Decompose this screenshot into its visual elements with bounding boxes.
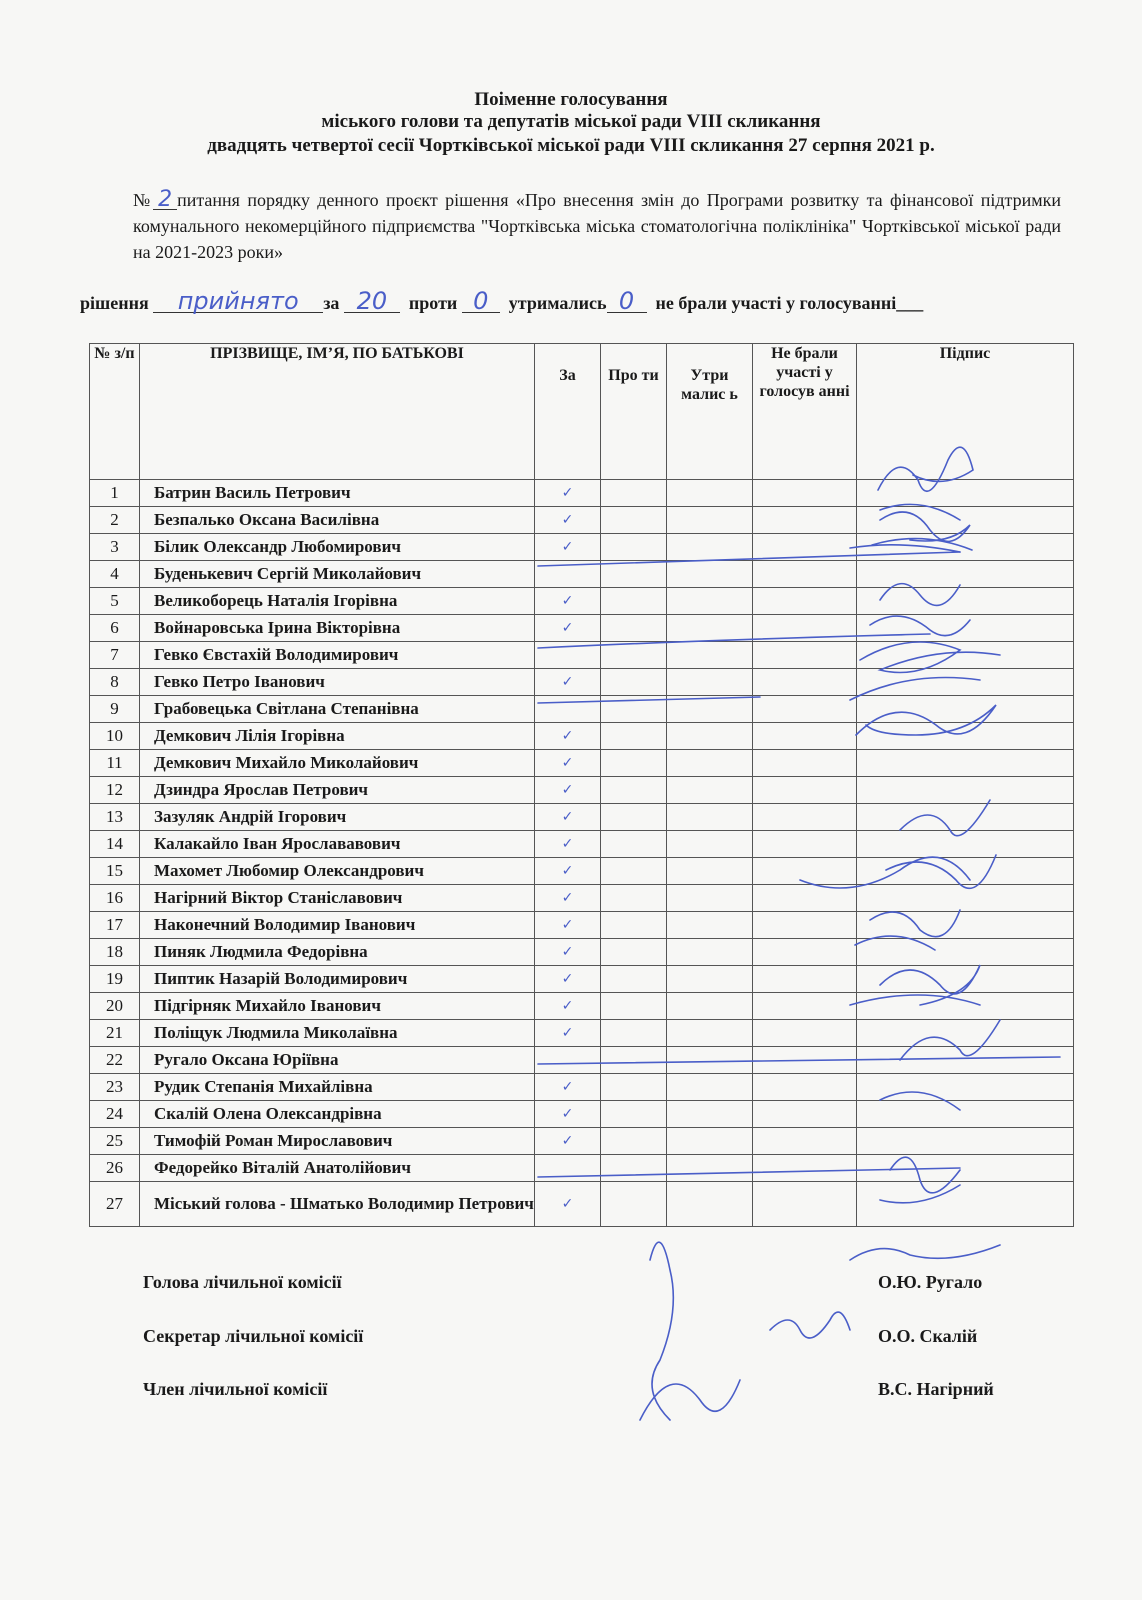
signature-cell bbox=[857, 912, 1074, 939]
vote-absent-cell bbox=[753, 1101, 857, 1128]
table-row bbox=[90, 1128, 1074, 1155]
member-name: В.С. Нагірний bbox=[878, 1379, 994, 1399]
row-number: 6 bbox=[90, 615, 140, 642]
table-row bbox=[90, 858, 1074, 885]
deputy-name: Поліщук Людмила Миколаївна bbox=[140, 1020, 535, 1047]
deputy-name: Войнаровська Ірина Вікторівна bbox=[140, 615, 535, 642]
vote-abstain-cell bbox=[667, 1155, 753, 1182]
vote-abstain-cell bbox=[667, 561, 753, 588]
vote-absent-cell bbox=[753, 1182, 857, 1227]
table-row bbox=[90, 480, 1074, 507]
vote-for-mark: ✓ bbox=[535, 912, 601, 939]
row-number: 4 bbox=[90, 561, 140, 588]
row-number: 20 bbox=[90, 993, 140, 1020]
table-row bbox=[90, 1074, 1074, 1101]
col-header-for: За bbox=[535, 344, 601, 480]
row-number: 8 bbox=[90, 669, 140, 696]
vote-against-cell bbox=[601, 912, 667, 939]
deputy-name: Пиняк Людмила Федорівна bbox=[140, 939, 535, 966]
signature-cell bbox=[857, 858, 1074, 885]
vote-abstain-cell bbox=[667, 480, 753, 507]
row-number: 13 bbox=[90, 804, 140, 831]
deputy-name: Рудик Степанія Михайлівна bbox=[140, 1074, 535, 1101]
vote-for-mark bbox=[535, 561, 601, 588]
table-row bbox=[90, 831, 1074, 858]
vote-for-mark: ✓ bbox=[535, 858, 601, 885]
row-number: 10 bbox=[90, 723, 140, 750]
against-label: проти bbox=[408, 293, 458, 313]
table-row bbox=[90, 777, 1074, 804]
row-number: 27 bbox=[90, 1182, 140, 1227]
vote-absent-cell bbox=[753, 750, 857, 777]
vote-absent-cell bbox=[753, 480, 857, 507]
vote-against-cell bbox=[601, 1047, 667, 1074]
row-number: 15 bbox=[90, 858, 140, 885]
signature-cell bbox=[857, 1128, 1074, 1155]
row-number: 23 bbox=[90, 1074, 140, 1101]
vote-abstain-cell bbox=[667, 993, 753, 1020]
row-number: 14 bbox=[90, 831, 140, 858]
vote-for-mark: ✓ bbox=[535, 939, 601, 966]
row-number: 25 bbox=[90, 1128, 140, 1155]
secretary-name: О.О. Скалій bbox=[878, 1326, 978, 1346]
vote-abstain-cell bbox=[667, 912, 753, 939]
vote-abstain-cell bbox=[667, 642, 753, 669]
vote-absent-cell bbox=[753, 723, 857, 750]
vote-against-cell bbox=[601, 507, 667, 534]
vote-absent-cell bbox=[753, 1155, 857, 1182]
table-row bbox=[90, 1047, 1074, 1074]
vote-absent-cell bbox=[753, 588, 857, 615]
table-row bbox=[90, 1155, 1074, 1182]
vote-against-cell bbox=[601, 750, 667, 777]
signature-cell bbox=[857, 561, 1074, 588]
table-row bbox=[90, 588, 1074, 615]
vote-abstain-cell bbox=[667, 669, 753, 696]
vote-for-mark: ✓ bbox=[535, 507, 601, 534]
voting-table bbox=[89, 343, 1074, 1227]
table-row bbox=[90, 507, 1074, 534]
deputy-name: Наконечний Володимир Іванович bbox=[140, 912, 535, 939]
deputy-name: Грабовецька Світлана Степанівна bbox=[140, 696, 535, 723]
row-number: 26 bbox=[90, 1155, 140, 1182]
table-header-row bbox=[90, 344, 1074, 480]
deputy-name: Махомет Любомир Олександрович bbox=[140, 858, 535, 885]
table-row bbox=[90, 1182, 1074, 1227]
vote-abstain-cell bbox=[667, 588, 753, 615]
vote-against-cell bbox=[601, 534, 667, 561]
decision-value: прийнято bbox=[153, 290, 323, 313]
vote-against-cell bbox=[601, 858, 667, 885]
vote-for-mark: ✓ bbox=[535, 1074, 601, 1101]
vote-for-mark: ✓ bbox=[535, 993, 601, 1020]
deputy-name: Дзиндра Ярослав Петрович bbox=[140, 777, 535, 804]
deputy-name: Безпалько Оксана Василівна bbox=[140, 507, 535, 534]
vote-for-mark: ✓ bbox=[535, 777, 601, 804]
abstain-count: 0 bbox=[607, 290, 647, 313]
deputy-name: Нагірний Віктор Станіславович bbox=[140, 885, 535, 912]
vote-abstain-cell bbox=[667, 534, 753, 561]
vote-for-mark: ✓ bbox=[535, 1020, 601, 1047]
signature-cell bbox=[857, 777, 1074, 804]
for-label: за bbox=[323, 293, 340, 313]
table-row bbox=[90, 939, 1074, 966]
vote-abstain-cell bbox=[667, 1074, 753, 1101]
signature-cell bbox=[857, 993, 1074, 1020]
table-row bbox=[90, 696, 1074, 723]
vote-for-mark: ✓ bbox=[535, 669, 601, 696]
signature-cell bbox=[857, 939, 1074, 966]
vote-against-cell bbox=[601, 1128, 667, 1155]
footer-signature bbox=[770, 1312, 850, 1338]
vote-abstain-cell bbox=[667, 966, 753, 993]
vote-absent-cell bbox=[753, 507, 857, 534]
vote-against-cell bbox=[601, 561, 667, 588]
vote-absent-cell bbox=[753, 993, 857, 1020]
signature-cell bbox=[857, 669, 1074, 696]
col-header-against: Про ти bbox=[601, 344, 667, 480]
deputy-name: Міський голова - Шматько Володимир Петрович bbox=[140, 1182, 535, 1227]
vote-for-mark bbox=[535, 696, 601, 723]
signature-cell bbox=[857, 480, 1074, 507]
row-number: 22 bbox=[90, 1047, 140, 1074]
signature-cell bbox=[857, 966, 1074, 993]
signature-cell bbox=[857, 507, 1074, 534]
vote-abstain-cell bbox=[667, 939, 753, 966]
row-number: 11 bbox=[90, 750, 140, 777]
row-number: 2 bbox=[90, 507, 140, 534]
footer-signature bbox=[640, 1242, 740, 1420]
vote-against-cell bbox=[601, 1020, 667, 1047]
table-row bbox=[90, 615, 1074, 642]
vote-absent-cell bbox=[753, 615, 857, 642]
vote-abstain-cell bbox=[667, 750, 753, 777]
chair-label: Голова лічильної комісії bbox=[143, 1272, 342, 1292]
deputy-name: Зазуляк Андрій Ігорович bbox=[140, 804, 535, 831]
row-number: 21 bbox=[90, 1020, 140, 1047]
vote-against-cell bbox=[601, 1182, 667, 1227]
vote-abstain-cell bbox=[667, 885, 753, 912]
vote-absent-cell bbox=[753, 669, 857, 696]
doc-title: Поіменне голосування bbox=[474, 89, 668, 110]
vote-absent-cell bbox=[753, 777, 857, 804]
vote-against-cell bbox=[601, 993, 667, 1020]
vote-absent-cell bbox=[753, 885, 857, 912]
secretary-label: Секретар лічильної комісії bbox=[143, 1326, 364, 1346]
vote-absent-cell bbox=[753, 534, 857, 561]
vote-for-mark: ✓ bbox=[535, 966, 601, 993]
vote-abstain-cell bbox=[667, 1101, 753, 1128]
signature-cell bbox=[857, 1020, 1074, 1047]
vote-absent-cell bbox=[753, 939, 857, 966]
vote-absent-cell bbox=[753, 804, 857, 831]
vote-against-cell bbox=[601, 1155, 667, 1182]
vote-against-cell bbox=[601, 588, 667, 615]
vote-absent-cell bbox=[753, 1128, 857, 1155]
row-number: 16 bbox=[90, 885, 140, 912]
chair-name: О.Ю. Ругало bbox=[878, 1272, 983, 1292]
vote-abstain-cell bbox=[667, 723, 753, 750]
vote-abstain-cell bbox=[667, 804, 753, 831]
vote-for-mark bbox=[535, 642, 601, 669]
vote-for-mark: ✓ bbox=[535, 723, 601, 750]
vote-abstain-cell bbox=[667, 1128, 753, 1155]
vote-against-cell bbox=[601, 642, 667, 669]
question-text: питання порядку денного проєкт рішення «Про внесення змін до Програми розвитку та фінансової підтримки комунального некомерційного підприємства "Чортківська міська стоматологічна поліклініка" Чортківської міської ради на 2021-2023 роки» bbox=[133, 190, 1061, 262]
deputy-name: Скалій Олена Олександрівна bbox=[140, 1101, 535, 1128]
deputy-name: Демкович Лілія Ігорівна bbox=[140, 723, 535, 750]
vote-for-mark bbox=[535, 1047, 601, 1074]
col-header-signature: Підпис bbox=[857, 344, 1074, 480]
deputy-name: Підгірняк Михайло Іванович bbox=[140, 993, 535, 1020]
signature-cell bbox=[857, 1074, 1074, 1101]
signature-cell bbox=[857, 588, 1074, 615]
vote-absent-cell bbox=[753, 696, 857, 723]
vote-against-cell bbox=[601, 939, 667, 966]
signature-cell bbox=[857, 1182, 1074, 1227]
table-row bbox=[90, 669, 1074, 696]
table-row bbox=[90, 1101, 1074, 1128]
signature-cell bbox=[857, 1101, 1074, 1128]
signature-cell bbox=[857, 723, 1074, 750]
table-body bbox=[90, 480, 1074, 1227]
table-row bbox=[90, 912, 1074, 939]
agenda-question bbox=[133, 187, 1061, 265]
vote-for-mark: ✓ bbox=[535, 534, 601, 561]
row-number: 5 bbox=[90, 588, 140, 615]
row-number: 19 bbox=[90, 966, 140, 993]
doc-subtitle: міського голови та депутатів міської ради VIII скликання bbox=[321, 111, 821, 132]
row-number: 17 bbox=[90, 912, 140, 939]
vote-for-mark: ✓ bbox=[535, 1128, 601, 1155]
table-row bbox=[90, 885, 1074, 912]
vote-absent-cell bbox=[753, 966, 857, 993]
vote-against-cell bbox=[601, 885, 667, 912]
signature-cell bbox=[857, 885, 1074, 912]
deputy-name: Ругало Оксана Юріївна bbox=[140, 1047, 535, 1074]
decision-label: рішення bbox=[80, 293, 149, 313]
decision-line bbox=[80, 287, 1070, 315]
signature-cell bbox=[857, 804, 1074, 831]
row-number: 1 bbox=[90, 480, 140, 507]
deputy-name: Буденькевич Сергій Миколайович bbox=[140, 561, 535, 588]
table-row bbox=[90, 561, 1074, 588]
deputy-name: Білик Олександр Любомирович bbox=[140, 534, 535, 561]
table-row bbox=[90, 750, 1074, 777]
vote-against-cell bbox=[601, 804, 667, 831]
col-header-name: ПРІЗВИЩЕ, ІМ’Я, ПО БАТЬКОВІ bbox=[140, 344, 535, 480]
vote-absent-cell bbox=[753, 642, 857, 669]
signature-cell bbox=[857, 615, 1074, 642]
row-number: 9 bbox=[90, 696, 140, 723]
deputy-name: Федорейко Віталій Анатолійович bbox=[140, 1155, 535, 1182]
vote-against-cell bbox=[601, 615, 667, 642]
vote-against-cell bbox=[601, 669, 667, 696]
vote-against-cell bbox=[601, 1101, 667, 1128]
vote-absent-cell bbox=[753, 1074, 857, 1101]
signature-cell bbox=[857, 642, 1074, 669]
vote-for-mark: ✓ bbox=[535, 1182, 601, 1227]
signature-cell bbox=[857, 1155, 1074, 1182]
signature-cell bbox=[857, 534, 1074, 561]
vote-absent-cell bbox=[753, 912, 857, 939]
deputy-name: Гевко Євстахій Володимирович bbox=[140, 642, 535, 669]
vote-for-mark: ✓ bbox=[535, 615, 601, 642]
vote-abstain-cell bbox=[667, 1020, 753, 1047]
row-number: 3 bbox=[90, 534, 140, 561]
vote-against-cell bbox=[601, 831, 667, 858]
table-row bbox=[90, 723, 1074, 750]
for-count: 20 bbox=[344, 290, 400, 313]
deputy-name: Калакайло Іван Ярослававович bbox=[140, 831, 535, 858]
vote-abstain-cell bbox=[667, 777, 753, 804]
table-row bbox=[90, 966, 1074, 993]
table-row bbox=[90, 804, 1074, 831]
deputy-name: Батрин Василь Петрович bbox=[140, 480, 535, 507]
footer-signature bbox=[850, 1245, 1000, 1260]
vote-absent-cell bbox=[753, 1020, 857, 1047]
row-number: 24 bbox=[90, 1101, 140, 1128]
deputy-name: Демкович Михайло Миколайович bbox=[140, 750, 535, 777]
question-number: 2 bbox=[153, 191, 177, 210]
vote-abstain-cell bbox=[667, 1047, 753, 1074]
row-number: 7 bbox=[90, 642, 140, 669]
vote-absent-cell bbox=[753, 858, 857, 885]
col-header-abstain: Утри малис ь bbox=[667, 344, 753, 480]
absent-label: не брали участі у голосуванні___ bbox=[655, 293, 924, 313]
vote-for-mark: ✓ bbox=[535, 588, 601, 615]
signature-cell bbox=[857, 831, 1074, 858]
against-count: 0 bbox=[462, 290, 500, 313]
vote-abstain-cell bbox=[667, 831, 753, 858]
vote-absent-cell bbox=[753, 561, 857, 588]
vote-against-cell bbox=[601, 723, 667, 750]
signature-cell bbox=[857, 750, 1074, 777]
vote-for-mark bbox=[535, 1155, 601, 1182]
vote-for-mark: ✓ bbox=[535, 1101, 601, 1128]
vote-against-cell bbox=[601, 966, 667, 993]
session-line: двадцять четвертої сесії Чортківської міської ради VIII скликання 27 серпня 2021 р. bbox=[207, 135, 935, 156]
table-row bbox=[90, 642, 1074, 669]
vote-for-mark: ✓ bbox=[535, 480, 601, 507]
member-label: Член лічильної комісії bbox=[143, 1379, 328, 1399]
abstain-label: утримались bbox=[508, 293, 607, 313]
vote-for-mark: ✓ bbox=[535, 885, 601, 912]
deputy-name: Тимофій Роман Мирославович bbox=[140, 1128, 535, 1155]
vote-abstain-cell bbox=[667, 858, 753, 885]
row-number: 12 bbox=[90, 777, 140, 804]
signature-cell bbox=[857, 1047, 1074, 1074]
vote-abstain-cell bbox=[667, 696, 753, 723]
table-row bbox=[90, 993, 1074, 1020]
col-header-absent: Не брали участі у голосув анні bbox=[753, 344, 857, 480]
deputy-name: Гевко Петро Іванович bbox=[140, 669, 535, 696]
vote-against-cell bbox=[601, 777, 667, 804]
vote-absent-cell bbox=[753, 831, 857, 858]
vote-abstain-cell bbox=[667, 615, 753, 642]
col-header-num: № з/п bbox=[90, 344, 140, 480]
row-number: 18 bbox=[90, 939, 140, 966]
vote-abstain-cell bbox=[667, 507, 753, 534]
signature-cell bbox=[857, 696, 1074, 723]
vote-against-cell bbox=[601, 696, 667, 723]
deputy-name: Пиптик Назарій Володимирович bbox=[140, 966, 535, 993]
deputy-name: Великоборець Наталія Ігорівна bbox=[140, 588, 535, 615]
vote-against-cell bbox=[601, 480, 667, 507]
vote-abstain-cell bbox=[667, 1182, 753, 1227]
vote-for-mark: ✓ bbox=[535, 831, 601, 858]
vote-for-mark: ✓ bbox=[535, 804, 601, 831]
question-number-prefix: № bbox=[133, 190, 154, 210]
vote-for-mark: ✓ bbox=[535, 750, 601, 777]
table-row bbox=[90, 1020, 1074, 1047]
vote-absent-cell bbox=[753, 1047, 857, 1074]
table-row bbox=[90, 534, 1074, 561]
vote-against-cell bbox=[601, 1074, 667, 1101]
